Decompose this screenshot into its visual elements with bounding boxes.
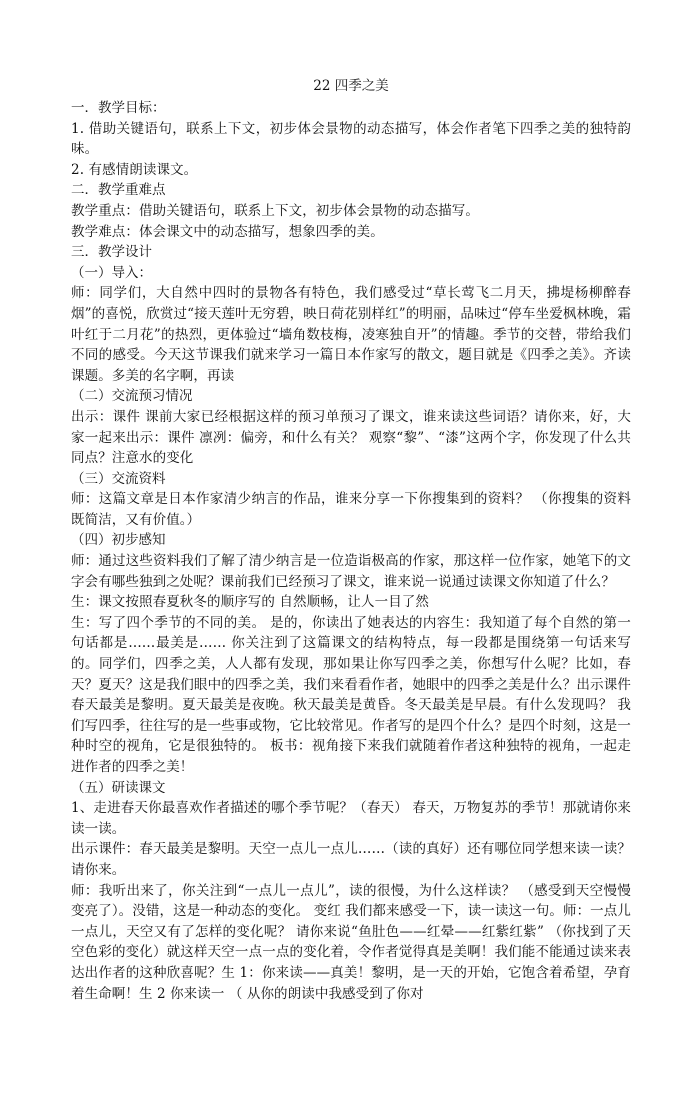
part-heading-preview: （二）交流预习情况: [71, 388, 193, 405]
part-study-text-3: 师：我听出来了，你关注到“一点儿一点儿”，读的很慢，为什么这样读？ （感受到天空慢慢变亮了）。没错，这是一种动态的变化。 变红 我们都来感受一下，读一读这一句。师：一点儿一点儿，天空又有了怎样的变化呢？ 请你来说“鱼肚色——红晕——红紫红紫” （你找到了天空色彩的变化）就这样天空一点一点的变化着，令作者觉得真是美啊！我们能不能通过读来表达出作者的这种欣喜呢？生 1：你来读——真美！黎明，是一天的开始，它饱含着希望，孕育着生命啊！生 2 你来读一 （ 从你的朗读中我感受到了你对: [71, 882, 631, 1002]
document-title: 22 四季之美: [313, 78, 389, 94]
part-study-text-2: 出示课件：春天最美是黎明。天空一点儿一点儿……（读的真好）还有哪位同学想来读一读？请你来。: [71, 841, 631, 878]
section-heading-goals: 一．教学目标：: [71, 100, 166, 116]
part-heading-materials: （三）交流资料: [71, 470, 166, 487]
part-intro-text: 师：同学们，大自然中四时的景物各有特色，我们感受过“草长莺飞二月天，拂堤杨柳醉春烟”的喜悦，欣赏过“接天莲叶无穷碧，映日荷花别样红”的明丽，品味过“停车坐爱枫林晚，霜叶红于二月花”的热烈，更体验过“墙角数枝梅，凌寒独自开”的情趣。季节的交替，带给我们不同的感受。今天这节课我们就来学习一篇日本作家写的散文，题目就是《四季之美》。齐读课题。多美的名字啊，再读: [71, 285, 631, 384]
section-heading-key-points: 二．教学重难点: [71, 182, 166, 199]
part-preview-text: 出示：课件 课前大家已经根据这样的预习单预习了课文，谁来读这些词语？请你来，好，大家一起来出示：课件 凛冽：偏旁，和什么有关？ 观察“黎”、“漆”这两个字，你发现了什么共同点？注意水的变化: [71, 408, 631, 467]
goal-item-1: 1. 借助关键语句，联系上下文，初步体会景物的动态描写，体会作者笔下四季之美的独特韵味。: [71, 120, 631, 158]
document-page: [71, 76, 631, 1004]
goal-item-2: 2. 有感情朗读课文。: [71, 161, 198, 178]
part-perception-text-1: 师：通过这些资料我们了解了清少纳言是一位造诣极高的作家，那这样一位作家，她笔下的文字会有哪些独到之处呢？课前我们已经预习了课文，谁来说一说通过读课文你知道了什么？: [71, 553, 631, 590]
part-heading-intro: （一）导入：: [71, 264, 152, 281]
difficulty-text: 教学难点：体会课文中的动态描写，想象四季的美。: [71, 223, 384, 240]
part-perception-text-2: 生：课文按照春夏秋冬的顺序写的 自然顺畅，让人一目了然: [71, 594, 429, 611]
part-perception-text-3: 生：写了四个季节的不同的美。 是的，你读出了她表达的内容生：我知道了每个自然的第一句话都是……最美是…… 你关注到了这篇课文的结构特点，每一段都是围绕第一句话来写的。同学们，四季之美，人人都有发现，那如果让你写四季之美，你想写什么呢？比如，春天？夏天？这是我们眼中的四季之美，我们来看看作者，她眼中的四季之美是什么？出示课件 春天最美是黎明。夏天最美是夜晚。秋天最美是黄昏。冬天最美是早晨。有什么发现吗？ 我们写四季，往往写的是一些事或物，它比较常见。作者写的是四个什么？是四个时刻，这是一种时空的视角，它是很独特的。 板书：视角接下来我们就随着作者这种独特的视角，一起走进作者的四季之美！: [71, 614, 631, 775]
section-heading-design: 三．教学设计: [71, 244, 152, 261]
part-heading-study: （五）研读课文: [71, 779, 166, 796]
part-materials-text: 师：这篇文章是日本作家清少纳言的作品，谁来分享一下你搜集到的资料？ （你搜集的资料既简洁，又有价值。）: [71, 491, 631, 528]
key-point-text: 教学重点：借助关键语句，联系上下文，初步体会景物的动态描写。: [71, 202, 479, 219]
part-heading-perception: （四）初步感知: [71, 532, 166, 549]
part-study-text-1: 1、走进春天你最喜欢作者描述的哪个季节呢？（春天） 春天，万物复苏的季节！那就请你来读一读。: [71, 800, 631, 837]
